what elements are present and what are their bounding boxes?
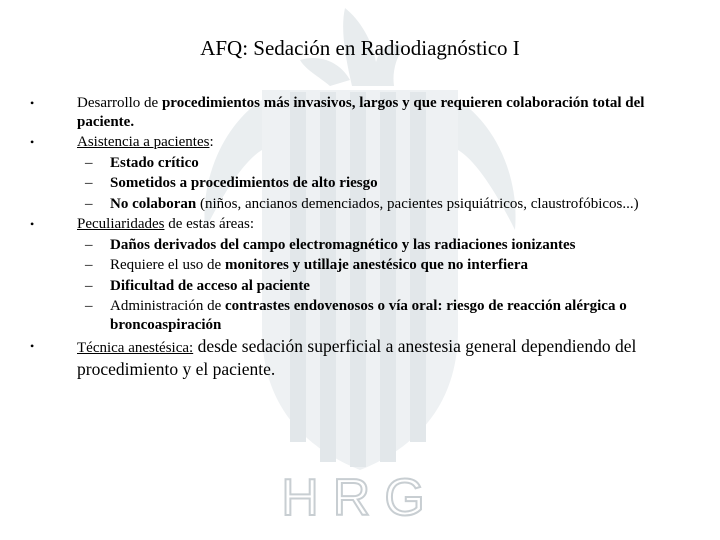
item-label: Peculiaridades [77,216,165,232]
sub-item [77,154,670,173]
watermark-text: HRG [281,469,439,527]
bullet-glyph: • [30,96,35,110]
dash-glyph: – [85,298,93,314]
sub-item [77,277,670,296]
sub-item [77,297,670,334]
bullet-glyph: • [30,217,35,231]
sub-item-bold: No colaboran [110,195,197,212]
dash-glyph: – [85,195,93,212]
item-text-bold: procedimientos más invasivos, largos y que requieren colaboración total del paciente. [77,95,645,130]
sub-item [77,256,670,275]
bullet-item-desarrollo [30,94,670,131]
bullet-glyph: • [30,135,35,149]
slide-content [30,94,670,382]
item-label: Técnica anestésica: [77,340,194,356]
sub-item-bold: contrastes endovenosos o vía oral: riesgo de reacción alérgica o broncoaspiración [110,298,627,333]
sub-item-rest: (niños, ancianos demenciados, pacientes psiquiátricos, claustrofóbicos...) [196,195,639,212]
sub-item-pre: Administración de [110,298,225,314]
sub-item-pre: Requiere el uso de [110,257,225,273]
sub-item [77,236,670,255]
bullet-item-peculiaridades [30,215,670,334]
dash-glyph: – [85,257,93,273]
item-text: Desarrollo de [77,95,162,111]
sub-item [77,195,670,214]
sub-item-text: Daños derivados del campo electromagnético y las radiaciones ionizantes [110,236,576,253]
item-rest: de estas áreas: [164,216,255,232]
dash-glyph: – [85,175,93,191]
bullet-item-asistencia [30,133,670,213]
sub-item-bold: monitores y utillaje anestésico que no interfiera [224,257,528,273]
item-colon: : [209,134,214,150]
sub-item [77,174,670,193]
dash-glyph: – [85,277,93,294]
bullet-glyph: • [30,339,35,353]
item-label: Asistencia a pacientes [77,134,210,150]
sub-item-text: Estado crítico [110,154,199,171]
item-rest: desde sedación superficial a anestesia general dependiendo del procedimiento y el paciente. [77,336,637,379]
sub-item-text: Sometidos a procedimientos de alto riesgo [110,175,378,191]
slide-title: AFQ: Sedación en Radiodiagnóstico I [200,36,520,60]
dash-glyph: – [85,236,93,253]
dash-glyph: – [85,154,93,171]
bullet-item-tecnica [30,336,670,380]
sub-item-text: Dificultad de acceso al paciente [110,277,310,294]
